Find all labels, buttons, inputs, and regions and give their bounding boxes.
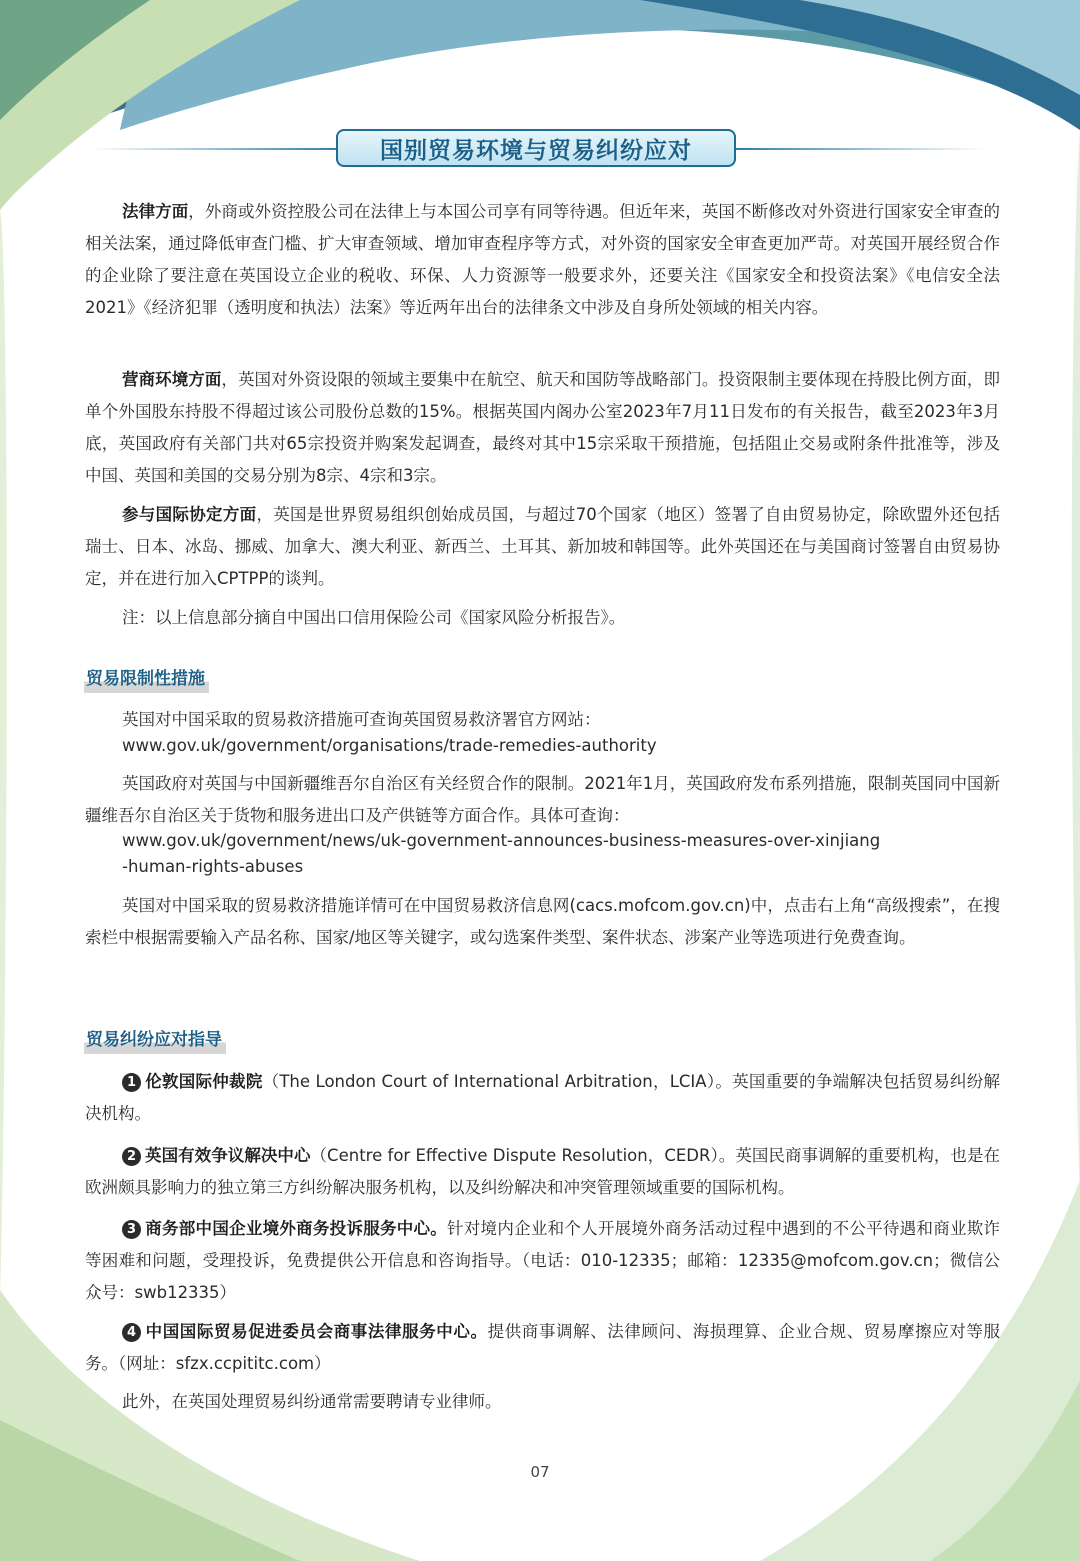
item-text: 提供商事调解、法律顾问、海损理算、企业合规、贸易摩擦应对等服务。（网址：sfzx.ccpititc.com） [85, 1322, 1001, 1373]
item-text: （Centre for Effective Dispute Resolution，CEDR）。英国民商事调解的重要机构，也是在欧洲颇具影响力的独立第三方纠纷解决服务机构，以及纠纷解决和冲突管理领域重要的国际机构。 [85, 1146, 1001, 1197]
dispute-item-mofcom [85, 1213, 1000, 1309]
trade-remedies-text: 英国对中国采取的贸易救济措施可查询英国贸易救济署官方网站： [122, 710, 601, 729]
xinjiang-restrictions-paragraph: 英国政府对英国与中国新疆维吾尔自治区有关经贸合作的限制。2021年1月，英国政府发布系列措施，限制英国同中国新疆维吾尔自治区关于货物和服务进出口及产供链等方面合作。具体可查询： [85, 774, 1000, 825]
cacs-search-paragraph: 英国对中国采取的贸易救济措施详情可在中国贸易救济信息网(cacs.mofcom.gov.cn)中，点击右上角“高级搜索”，在搜索栏中根据需要输入产品名称、国家/地区等关键字，或勾选案件类型、案件状态、涉案产业等选项进行免费查询。 [85, 896, 1000, 947]
item-lead: 伦敦国际仲裁院 [145, 1072, 263, 1091]
number-badge: 1 [122, 1073, 141, 1092]
item-text: 针对境内企业和个人开展境外商务活动过程中遇到的不公平待遇和商业欺诈等困难和问题，受理投诉，免费提供公开信息和咨询指导。（电话：010-12335；邮箱：12335@mofcom.gov.cn；微信公众号：swb12335） [85, 1219, 1001, 1302]
dispute-item-lcia [85, 1066, 1000, 1130]
xinjiang-measures-link-continued[interactable]: -human-rights-abuses [122, 857, 304, 876]
paragraph-legal [85, 196, 1000, 324]
item-lead: 商务部中国企业境外商务投诉服务中心。 [145, 1219, 448, 1238]
item-lead: 英国有效争议解决中心 [145, 1146, 311, 1165]
section-heading-trade-restrictions: 贸易限制性措施 [84, 667, 209, 693]
xinjiang-measures-link[interactable]: www.gov.uk/government/news/uk-government-announces-business-measures-over-xinjiang [122, 831, 881, 850]
paragraph-lead: 营商环境方面 [122, 370, 222, 389]
paragraph-lead: 法律方面 [122, 202, 189, 221]
title-rule-right [736, 148, 986, 150]
item-text: （The London Court of International Arbitration，LCIA）。英国重要的争端解决包括贸易纠纷解决机构。 [85, 1072, 1001, 1123]
title-rule-left [90, 148, 340, 150]
number-badge: 4 [122, 1323, 141, 1342]
paragraph-text: ，英国是世界贸易组织创始成员国，与超过70个国家（地区）签署了自由贸易协定，除欧盟外还包括瑞士、日本、冰岛、挪威、加拿大、澳大利亚、新西兰、土耳其、新加坡和韩国等。此外英国还在与美国商讨签署自由贸易协定，并在进行加入CPTPP的谈判。 [85, 505, 1001, 588]
source-note: 注：以上信息部分摘自中国出口信用保险公司《国家风险分析报告》。 [122, 608, 626, 627]
paragraph-lead: 参与国际协定方面 [122, 505, 257, 524]
item-lead: 中国国际贸易促进委员会商事法律服务中心。 [145, 1322, 488, 1341]
number-badge: 3 [122, 1220, 141, 1239]
trade-remedies-link[interactable]: www.gov.uk/government/organisations/trade-remedies-authority [122, 736, 657, 755]
section-heading-dispute-guidance: 贸易纠纷应对指导 [84, 1028, 226, 1054]
paragraph-text: ，外商或外资控股公司在法律上与本国公司享有同等待遇。但近年来，英国不断修改对外资进行国家安全审查的相关法案，通过降低审查门槛、扩大审查领域、增加审查程序等方式，对外资的国家安全审查更加严苛。对英国开展经贸合作的企业除了要注意在英国设立企业的税收、环保、人力资源等一般要求外，还要关注《国家安全和投资法案》《电信安全法2021》《经济犯罪（透明度和执法）法案》等近两年出台的法律条文中涉及自身所处领域的相关内容。 [85, 202, 1001, 317]
page-number: 07 [530, 1463, 550, 1481]
dispute-item-ccpit [85, 1316, 1000, 1380]
paragraph-text: ，英国对外资设限的领域主要集中在航空、航天和国防等战略部门。投资限制主要体现在持股比例方面，即单个外国股东持股不得超过该公司股份总数的15%。根据英国内阁办公室2023年7月11日发布的有关报告，截至2023年3月底，英国政府有关部门共对65宗投资并购案发起调查，最终对其中15宗采取干预措施，包括阻止交易或附条件批准等，涉及中国、英国和美国的交易分别为8宗、4宗和3宗。 [85, 370, 1001, 485]
dispute-item-cedr [85, 1140, 1000, 1204]
closing-remark: 此外，在英国处理贸易纠纷通常需要聘请专业律师。 [122, 1392, 502, 1411]
paragraph-international-agreements [85, 499, 1000, 595]
number-badge: 2 [122, 1147, 141, 1166]
paragraph-business-environment [85, 364, 1000, 492]
page-title: 国别贸易环境与贸易纠纷应对 [336, 129, 736, 167]
trade-remedies-block [122, 707, 1002, 759]
xinjiang-link-block [122, 828, 1002, 880]
